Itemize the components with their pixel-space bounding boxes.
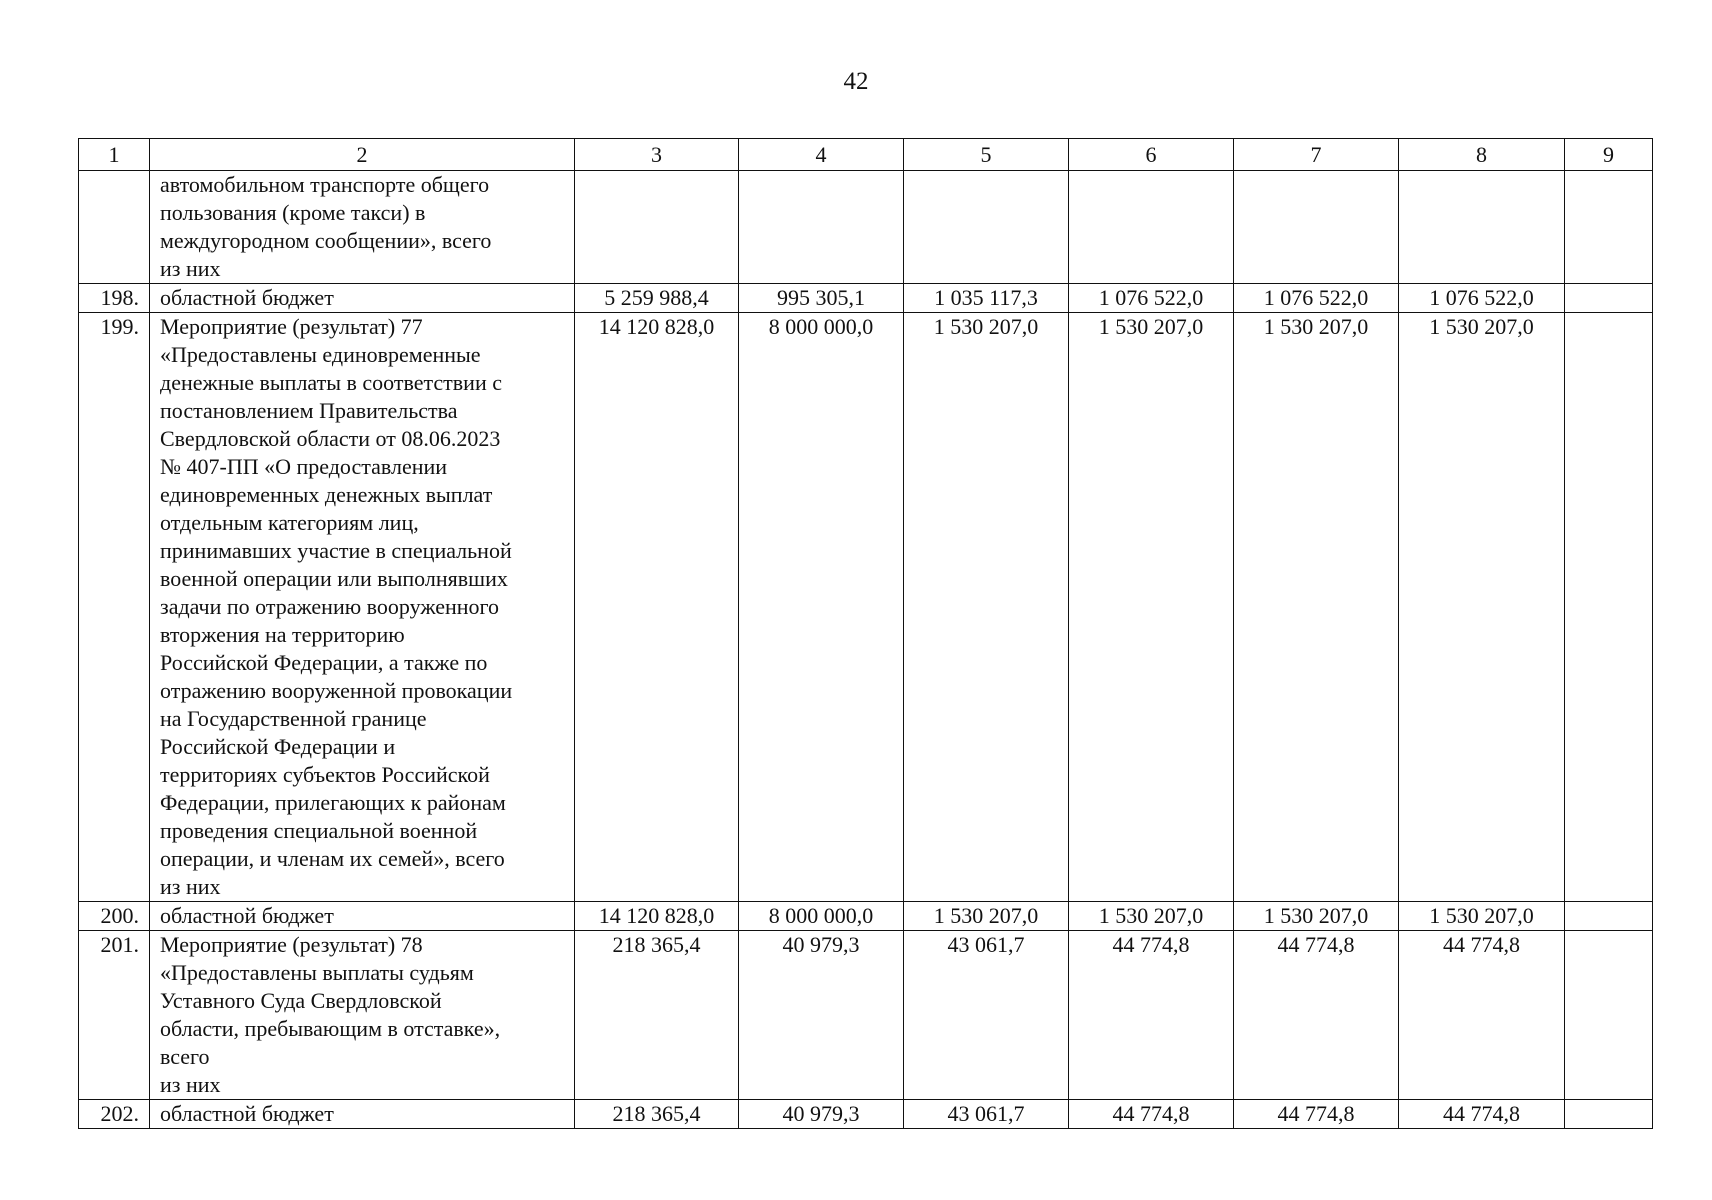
value-cell: 1 530 207,0 (904, 313, 1069, 902)
row-name: автомобильном транспорте общего пользования (кроме такси) в междугородном сообщении», всего из них (150, 171, 575, 284)
value-cell: 1 530 207,0 (1234, 902, 1399, 931)
value-cell: 5 259 988,4 (575, 284, 739, 313)
value-cell (1565, 313, 1653, 902)
value-cell: 43 061,7 (904, 1100, 1069, 1129)
value-cell (739, 171, 904, 284)
column-header: 9 (1565, 139, 1653, 171)
value-cell: 1 076 522,0 (1234, 284, 1399, 313)
table-row (79, 902, 1653, 931)
value-cell (904, 171, 1069, 284)
row-name: Мероприятие (результат) 77 «Предоставлены единовременные денежные выплаты в соответствии с постановлением Правительства Свердловской области от 08.06.2023 № 407-ПП «О предоставлении единовременных денежных выплат отдельным категориям лиц, принимавших участие в специальной военной операции или выполнявших задачи по отражению вооруженного вторжения на территорию Российской Федерации, а также по отражению вооруженной провокации на Государственной границе Российской Федерации и территориях субъектов Российской Федерации, прилегающих к районам проведения специальной военной операции, и членам их семей», всего из них (150, 313, 575, 902)
row-name: Мероприятие (результат) 78 «Предоставлены выплаты судьям Уставного Суда Свердловской области, пребывающим в отставке», всего из них (150, 931, 575, 1100)
value-cell: 14 120 828,0 (575, 902, 739, 931)
value-cell: 44 774,8 (1069, 1100, 1234, 1129)
value-cell: 1 076 522,0 (1069, 284, 1234, 313)
row-name: областной бюджет (150, 1100, 575, 1129)
budget-table (78, 138, 1653, 1129)
column-header: 7 (1234, 139, 1399, 171)
value-cell: 40 979,3 (739, 1100, 904, 1129)
column-header: 2 (150, 139, 575, 171)
value-cell: 43 061,7 (904, 931, 1069, 1100)
column-header: 8 (1399, 139, 1565, 171)
column-header: 5 (904, 139, 1069, 171)
value-cell: 1 530 207,0 (1234, 313, 1399, 902)
value-cell (1565, 284, 1653, 313)
table-row (79, 1100, 1653, 1129)
table-row (79, 931, 1653, 1100)
value-cell: 8 000 000,0 (739, 902, 904, 931)
value-cell (1565, 1100, 1653, 1129)
column-header: 4 (739, 139, 904, 171)
value-cell: 218 365,4 (575, 931, 739, 1100)
value-cell (1565, 171, 1653, 284)
value-cell (1565, 931, 1653, 1100)
value-cell: 14 120 828,0 (575, 313, 739, 902)
row-number: 201. (79, 931, 150, 1100)
page-number: 42 (843, 68, 869, 95)
column-header: 6 (1069, 139, 1234, 171)
table-row (79, 313, 1653, 902)
value-cell: 1 530 207,0 (1069, 313, 1234, 902)
value-cell: 1 530 207,0 (1399, 313, 1565, 902)
value-cell (575, 171, 739, 284)
value-cell: 40 979,3 (739, 931, 904, 1100)
value-cell: 44 774,8 (1234, 1100, 1399, 1129)
value-cell (1399, 171, 1565, 284)
value-cell (1565, 902, 1653, 931)
value-cell: 1 530 207,0 (1069, 902, 1234, 931)
row-number: 200. (79, 902, 150, 931)
value-cell: 8 000 000,0 (739, 313, 904, 902)
row-number: 198. (79, 284, 150, 313)
row-number: 202. (79, 1100, 150, 1129)
value-cell (1069, 171, 1234, 284)
column-header: 1 (79, 139, 150, 171)
value-cell: 1 076 522,0 (1399, 284, 1565, 313)
value-cell (1234, 171, 1399, 284)
row-number (79, 171, 150, 284)
value-cell: 44 774,8 (1399, 1100, 1565, 1129)
table-row (79, 171, 1653, 284)
column-header: 3 (575, 139, 739, 171)
value-cell: 44 774,8 (1069, 931, 1234, 1100)
value-cell: 1 035 117,3 (904, 284, 1069, 313)
value-cell: 1 530 207,0 (1399, 902, 1565, 931)
row-name: областной бюджет (150, 902, 575, 931)
value-cell: 218 365,4 (575, 1100, 739, 1129)
value-cell: 1 530 207,0 (904, 902, 1069, 931)
row-name: областной бюджет (150, 284, 575, 313)
row-number: 199. (79, 313, 150, 902)
table-row (79, 284, 1653, 313)
header-row (79, 139, 1653, 171)
value-cell: 995 305,1 (739, 284, 904, 313)
value-cell: 44 774,8 (1399, 931, 1565, 1100)
value-cell: 44 774,8 (1234, 931, 1399, 1100)
